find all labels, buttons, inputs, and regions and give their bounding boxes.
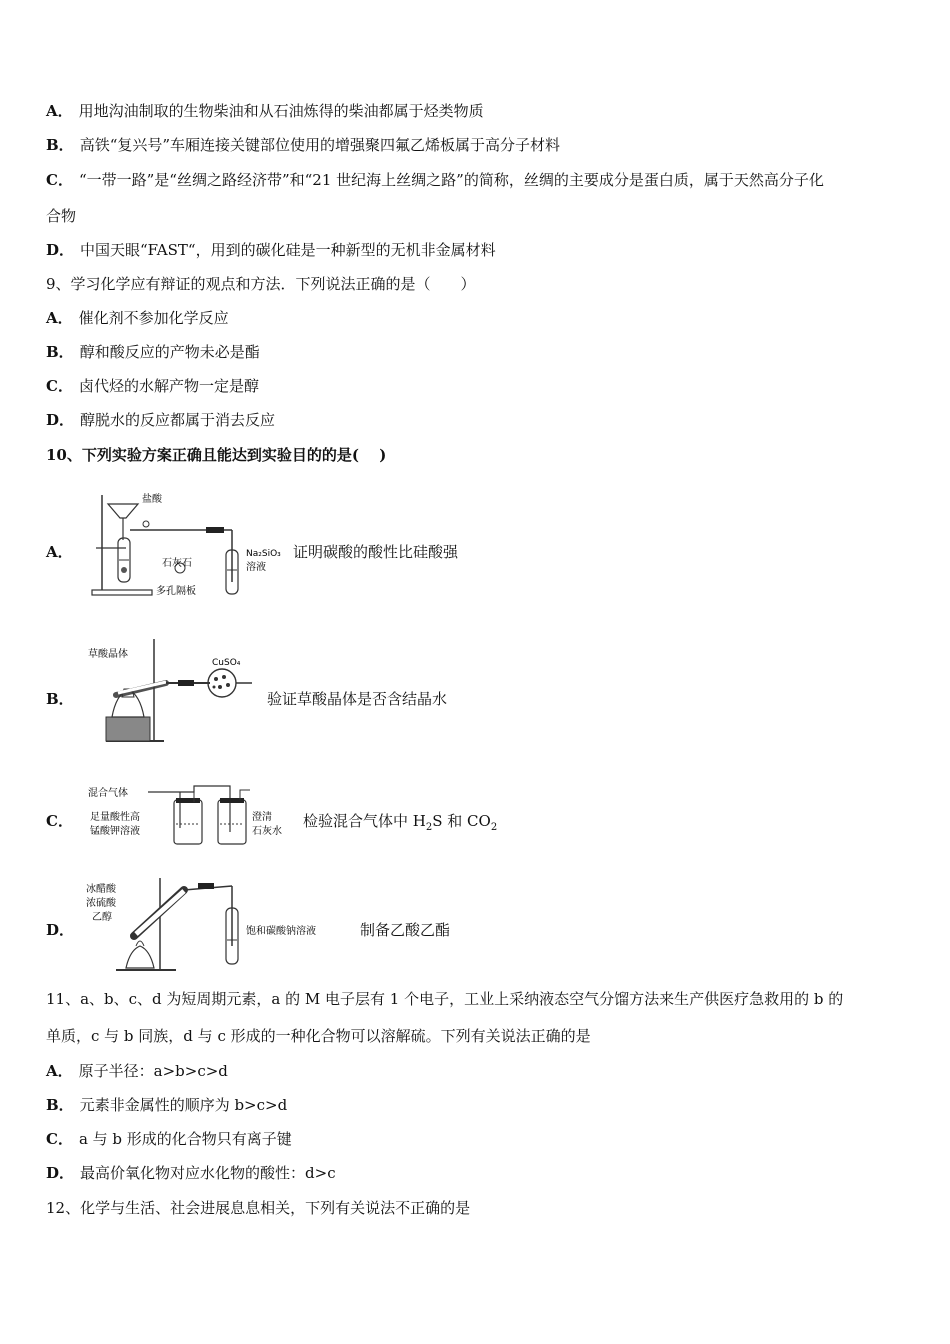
q10-stem: 10、下列实验方案正确且能达到实验目的的是( ) <box>46 446 387 464</box>
q8-option-d <box>46 240 496 260</box>
label-hcl: 盐酸 <box>142 494 162 505</box>
label-limestone: 石灰石 <box>162 558 192 569</box>
option-letter: D． <box>46 411 75 429</box>
option-text: 原子半径：a>b>c>d <box>78 1062 228 1080</box>
caption-part: 检验混合气体中 H <box>303 812 426 830</box>
option-letter: C． <box>46 171 73 189</box>
q10-option-b-caption: 验证草酸晶体是否含结晶水 <box>267 690 448 708</box>
q10-option-a-caption: 证明碳酸的酸性比硅酸强 <box>293 543 459 561</box>
q9-stem: 9、学习化学应有辩证的观点和方法．下列说法正确的是（ ） <box>46 275 476 293</box>
q9-option-a <box>46 308 229 328</box>
label-solution: 溶液 <box>246 562 266 573</box>
label-cuso4: CuSO₄ <box>212 658 241 668</box>
option-letter: C． <box>46 1130 73 1148</box>
q12-stem: 12、化学与生活、社会进展息息相关，下列有关说法不正确的是 <box>46 1199 471 1217</box>
caption-sub: 2 <box>490 822 498 833</box>
option-text: 合物 <box>46 207 77 225</box>
apparatus-d-figure <box>86 872 346 976</box>
q11-option-a <box>46 1061 228 1081</box>
q10-option-c-letter: C． <box>46 812 73 830</box>
label-ethanol: 乙醇 <box>92 912 112 923</box>
option-text: a 与 b 形成的化合物只有离子键 <box>78 1130 292 1148</box>
q11-stem-line2: 单质，c 与 b 同族，d 与 c 形成的一种化合物可以溶解硫。下列有关说法正确的是 <box>46 1027 591 1045</box>
label-kmno4-line2: 锰酸钾溶液 <box>90 826 140 837</box>
option-letter: A． <box>46 1062 73 1080</box>
caption-part: S 和 CO <box>432 812 491 830</box>
q8-option-b <box>46 135 560 155</box>
q11-option-d <box>46 1163 336 1183</box>
q10-option-c-caption <box>303 810 497 833</box>
option-text: 用地沟油制取的生物柴油和从石油炼得的柴油都属于烃类物质 <box>78 102 484 120</box>
q8-option-c-cont <box>46 206 76 226</box>
label-na2sio3: Na₂SiO₃ <box>246 549 281 559</box>
label-kmno4-line1: 足量酸性高 <box>90 812 140 823</box>
q10-option-d-caption: 制备乙酸乙酯 <box>360 921 451 939</box>
q10-option-a-letter: A． <box>46 543 73 561</box>
q11-option-c <box>46 1129 292 1149</box>
option-letter: B． <box>46 136 74 154</box>
apparatus-a-figure <box>86 490 296 600</box>
label-porous-plate: 多孔隔板 <box>156 586 196 597</box>
option-text: 醇脱水的反应都属于消去反应 <box>80 411 276 429</box>
option-letter: D． <box>46 241 75 259</box>
label-oxalic-crystal: 草酸晶体 <box>88 649 128 660</box>
q9-option-b <box>46 342 260 362</box>
option-letter: B． <box>46 1096 74 1114</box>
option-text: “一带一路”是“丝绸之路经济带”和“21 世纪海上丝绸之路”的简称，丝绸的主要成分是蛋白质，属于天然高分子化 <box>78 171 824 189</box>
label-mixed-gas: 混合气体 <box>88 788 128 799</box>
option-text: 中国天眼“FAST“，用到的碳化硅是一种新型的无机非金属材料 <box>80 241 496 259</box>
option-letter: C． <box>46 377 73 395</box>
option-letter: B． <box>46 343 74 361</box>
label-limewater-line2: 石灰水 <box>252 826 282 837</box>
option-text: 卤代烃的水解产物一定是醇 <box>78 377 259 395</box>
q8-option-c <box>46 170 824 190</box>
label-sulfuric-acid: 浓硫酸 <box>86 898 116 909</box>
q10-option-b-letter: B． <box>46 690 74 708</box>
option-letter: A． <box>46 102 73 120</box>
label-acetic-acid: 冰醋酸 <box>86 884 116 895</box>
caption-sub: 2 <box>425 822 433 833</box>
option-text: 高铁“复兴号”车厢连接关键部位使用的增强聚四氟乙烯板属于高分子材料 <box>79 136 561 154</box>
option-text: 最高价氧化物对应水化物的酸性：d>c <box>80 1164 336 1182</box>
option-text: 元素非金属性的顺序为 b>c>d <box>79 1096 288 1114</box>
q8-option-a <box>46 101 484 121</box>
apparatus-b-figure <box>86 637 256 747</box>
q9-option-d <box>46 410 275 430</box>
option-text: 催化剂不参加化学反应 <box>78 309 229 327</box>
option-letter: A． <box>46 309 73 327</box>
label-na2co3-solution: 饱和碳酸钠溶液 <box>246 926 316 937</box>
option-text: 醇和酸反应的产物未必是酯 <box>79 343 260 361</box>
q9-option-c <box>46 376 259 396</box>
q11-option-b <box>46 1095 287 1115</box>
q11-stem-line1: 11、a、b、c、d 为短周期元素，a 的 M 电子层有 1 个电子，工业上采纳液态空气分馏方法来生产供医疗急救用的 b 的 <box>46 990 844 1008</box>
apparatus-c-figure <box>86 780 296 850</box>
option-letter: D． <box>46 1164 75 1182</box>
label-limewater-line1: 澄清 <box>252 812 272 823</box>
q10-option-d-letter: D． <box>46 921 75 939</box>
